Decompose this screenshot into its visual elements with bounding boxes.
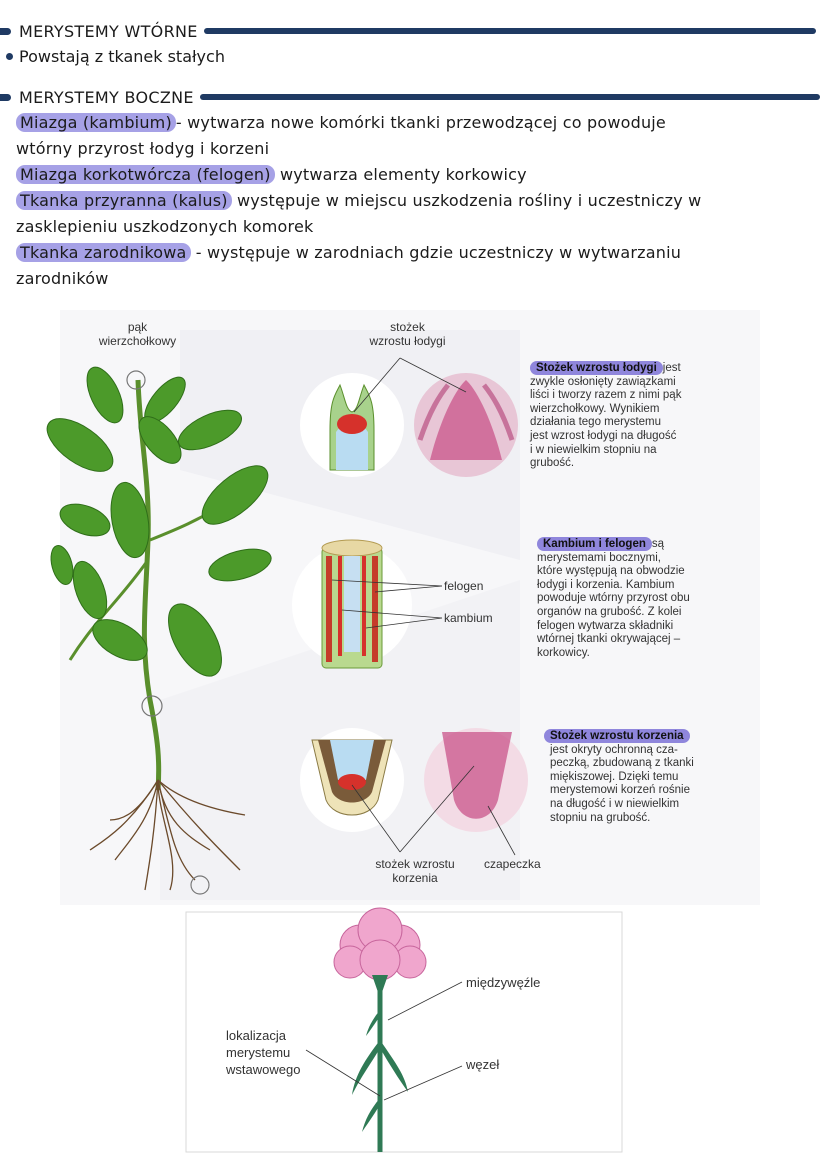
term-highlight: Miazga korkotwórcza (felogen) bbox=[16, 165, 275, 184]
term-highlight: Tkanka zarodnikowa bbox=[16, 243, 191, 262]
label-kambium: kambium bbox=[444, 611, 493, 625]
felogen-layer bbox=[326, 556, 332, 662]
kambium-layer bbox=[362, 556, 366, 656]
felogen-layer bbox=[372, 556, 378, 662]
desc-tag: Stożek wzrostu korzenia bbox=[544, 729, 690, 743]
term-highlight: Miazga (kambium) bbox=[16, 113, 176, 132]
note-text: występuje w miejscu uszkodzenia rośliny i uczestniczy w bbox=[231, 191, 702, 210]
label-node: węzeł bbox=[466, 1057, 500, 1072]
shoot-meristem bbox=[337, 414, 367, 434]
note-text: wytwarza elementy korkowicy bbox=[274, 165, 527, 184]
desc-tag: Kambium i felogen bbox=[537, 537, 652, 551]
bullet-text: Powstają z tkanek stałych bbox=[19, 47, 225, 66]
stem-core bbox=[344, 556, 360, 652]
note-text: zasklepieniu uszkodzonych komorek bbox=[16, 217, 314, 236]
note-text: wtórny przyrost łodyg i korzeni bbox=[16, 139, 270, 158]
heading-title: MERYSTEMY WTÓRNE bbox=[19, 21, 198, 41]
root-meristem bbox=[338, 774, 366, 790]
heading-title: MERYSTEMY BOCZNE bbox=[19, 87, 194, 107]
desc-root-tip bbox=[544, 730, 744, 825]
note-text: - wytwarza nowe komórki tkanki przewodzącej co powoduje bbox=[175, 113, 666, 132]
desc-text: jest okryty ochronną cza- peczką, zbudowaną z tkanki miękiszowej. Dzięki temu merystemowi korzeń rośnie na długość i w niewielkim stopniu na grubość. bbox=[550, 743, 694, 824]
label-intercalary-meristem: lokalizacja merystemu wstawowego bbox=[226, 1028, 301, 1077]
stem-cylinder-top bbox=[322, 540, 382, 556]
desc-tag: Stożek wzrostu łodygi bbox=[530, 361, 663, 375]
note-text: zarodników bbox=[16, 269, 109, 288]
label-root-tip: stożek wzrostu korzenia bbox=[375, 857, 455, 885]
desc-shoot-tip bbox=[530, 362, 740, 471]
label-felogen: felogen bbox=[444, 579, 484, 593]
label-apical-bud: pąk wierzchołkowy bbox=[98, 320, 177, 348]
desc-text: są merystemami bocznymi, które występują na obwodzie łodygi i korzenia. Kambium powoduje wtórny przyrost obu organów na grubość. Z kolei felogen wytwarza składniki wtórnej tkanki okrywającej – korkowicy. bbox=[537, 538, 690, 659]
desc-lateral-meristems bbox=[537, 538, 737, 660]
label-internode: międzywęźle bbox=[466, 975, 541, 990]
note-text: - występuje w zarodniach gdzie uczestniczy w wytwarzaniu bbox=[190, 243, 682, 262]
kambium-layer bbox=[338, 556, 342, 656]
label-root-cap: czapeczka bbox=[484, 857, 541, 871]
desc-text: jest zwykle osłonięty zawiązkami liści i tworzy razem z nimi pąk wierzchołkowy. Wynikiem działania tego merystemu jest wzrost łodygi na długość i w niewielkim stopniu na grubość. bbox=[530, 362, 682, 470]
term-highlight: Tkanka przyranna (kalus) bbox=[16, 191, 232, 210]
label-shoot-tip: stożek wzrostu łodygi bbox=[369, 320, 446, 348]
